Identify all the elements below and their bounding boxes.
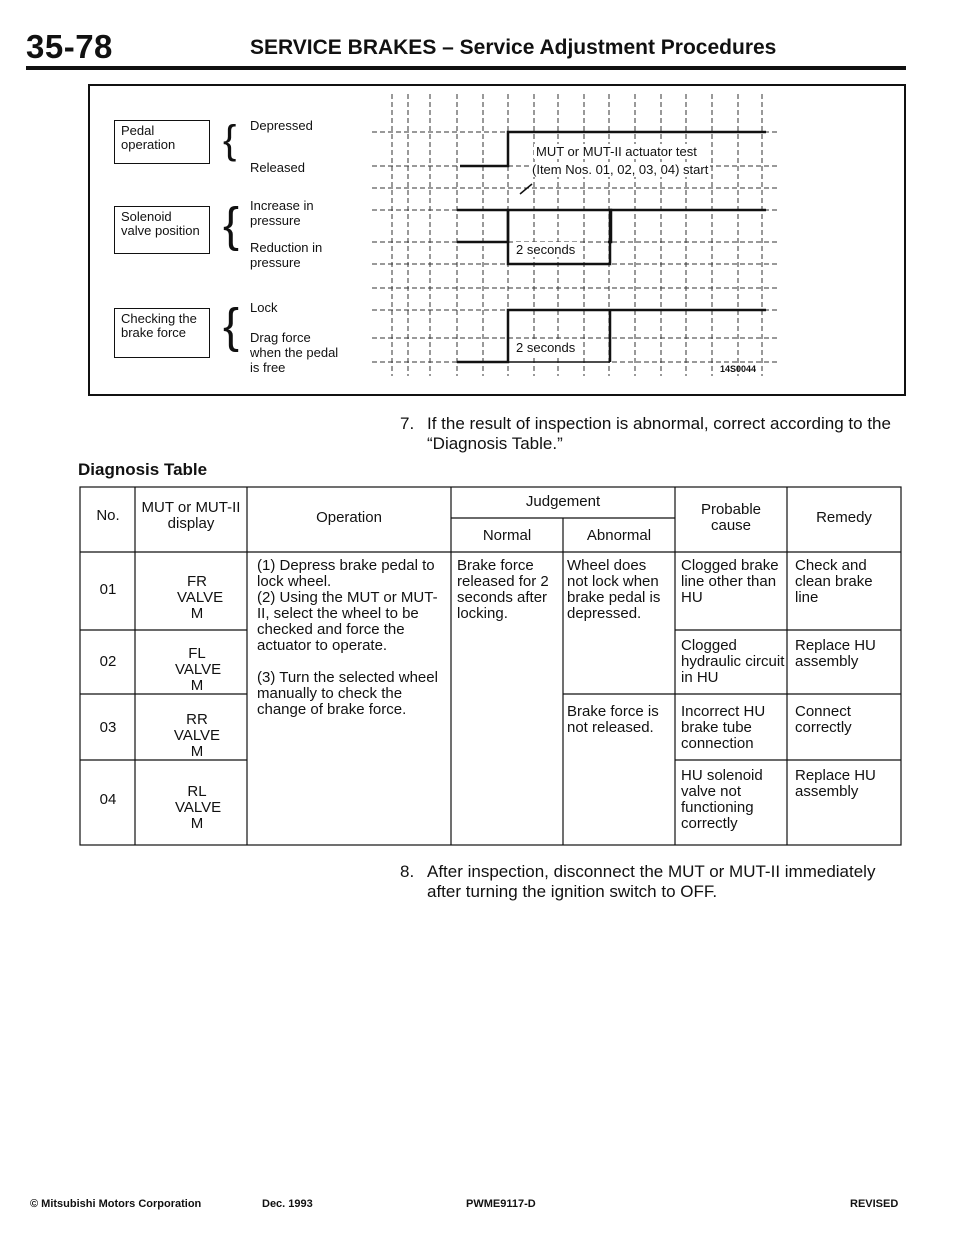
- note-8-text: After inspection, disconnect the MUT or MUT-II immediately after turning the ignition switch to OFF.: [427, 862, 876, 901]
- brake-force-label: Checking the brake force: [121, 311, 197, 340]
- remedy-2: Replace HU assembly: [795, 637, 876, 670]
- header-remedy: Remedy: [816, 509, 872, 526]
- note-7-text: If the result of inspection is abnormal, correct according to the “Diagnosis Table.”: [427, 414, 891, 453]
- timing-diagram: [88, 84, 906, 396]
- grid-lines: [372, 94, 780, 376]
- state-depressed: Depressed: [250, 118, 313, 133]
- row-03-display: RR VALVE M: [173, 711, 221, 760]
- cause-1: Clogged brake line other than HU: [681, 557, 779, 606]
- row-02-no: 02: [99, 653, 117, 670]
- header-judgement: Judgement: [525, 493, 601, 510]
- header-display: MUT or MUT-II display: [141, 499, 241, 532]
- pedal-operation-box: [114, 120, 210, 164]
- state-reduction: Reduction in pressure: [250, 240, 323, 270]
- diagnosis-table: [79, 486, 902, 846]
- judgement-abnormal-1: Wheel does not lock when brake pedal is depressed.: [567, 557, 661, 622]
- brace-pedal: {: [223, 118, 237, 162]
- judgement-normal: Brake force released for 2 seconds after locking.: [457, 557, 549, 622]
- header-cause: Probable cause: [700, 501, 762, 534]
- cause-4: HU solenoid valve not functioning correctly: [681, 767, 763, 832]
- state-drag-force: Drag force when the pedal is free: [250, 330, 339, 375]
- actuator-test-annotation-2: (Item Nos. 01, 02, 03, 04) start: [532, 162, 709, 177]
- footer-copyright: © Mitsubishi Motors Corporation: [30, 1198, 202, 1210]
- page-title: SERVICE BRAKES – Service Adjustment Procedures: [250, 36, 777, 59]
- note-8: [400, 862, 905, 904]
- row-01-no: 01: [99, 581, 117, 598]
- pedal-operation-label: Pedal operation: [121, 123, 176, 152]
- duration-label-brake: 2 seconds: [516, 340, 576, 355]
- note-7-number: 7.: [400, 414, 415, 433]
- note-8-number: 8.: [400, 862, 415, 881]
- solenoid-valve-label: Solenoid valve position: [121, 209, 200, 238]
- state-lock: Lock: [250, 300, 278, 315]
- cause-3: Incorrect HU brake tube connection: [681, 703, 766, 752]
- row-02-display: FL VALVE M: [175, 645, 222, 694]
- footer-doc-code: PWME9117-D: [466, 1198, 536, 1210]
- operation-step-1: (1) Depress brake pedal to lock wheel.: [257, 557, 435, 590]
- header-rule: [26, 66, 906, 70]
- footer-date: Dec. 1993: [262, 1198, 313, 1210]
- header-operation: Operation: [316, 509, 382, 526]
- solenoid-valve-box: [114, 206, 210, 254]
- timing-diagram-graphic: [90, 86, 908, 398]
- brace-brake-force: {: [223, 300, 240, 353]
- figure-code: 14S0044: [720, 364, 757, 374]
- actuator-test-annotation-1: MUT or MUT-II actuator test: [536, 144, 697, 159]
- state-released: Released: [250, 160, 305, 175]
- operation-step-3: (3) Turn the selected wheel manually to check the change of brake force.: [257, 669, 438, 718]
- judgement-abnormal-2: Brake force is not released.: [567, 703, 659, 736]
- brake-force-box: [114, 308, 210, 358]
- cause-2: Clogged hydraulic circuit in HU: [681, 637, 785, 686]
- remedy-4: Replace HU assembly: [795, 767, 876, 800]
- diagnosis-table-title: Diagnosis Table: [78, 460, 208, 479]
- state-increase: Increase in pressure: [250, 198, 314, 228]
- row-04-display: RL VALVE M: [175, 783, 222, 832]
- remedy-1: Check and clean brake line: [795, 557, 873, 606]
- row-04-no: 04: [99, 791, 117, 808]
- brace-solenoid: {: [223, 199, 240, 252]
- footer-status: REVISED: [850, 1198, 899, 1210]
- duration-label-solenoid: 2 seconds: [516, 242, 576, 257]
- header-no: No.: [96, 507, 120, 524]
- row-03-no: 03: [99, 719, 117, 736]
- note-7: [400, 414, 905, 456]
- header-normal: Normal: [482, 527, 532, 544]
- row-01-display: FR VALVE M: [177, 573, 224, 622]
- operation-step-2: (2) Using the MUT or MUT-II, select the wheel to be checked and force the actuator to operate.: [257, 589, 438, 654]
- header-abnormal: Abnormal: [586, 527, 652, 544]
- remedy-3: Connect correctly: [795, 703, 852, 736]
- page-number: 35-78: [26, 28, 113, 65]
